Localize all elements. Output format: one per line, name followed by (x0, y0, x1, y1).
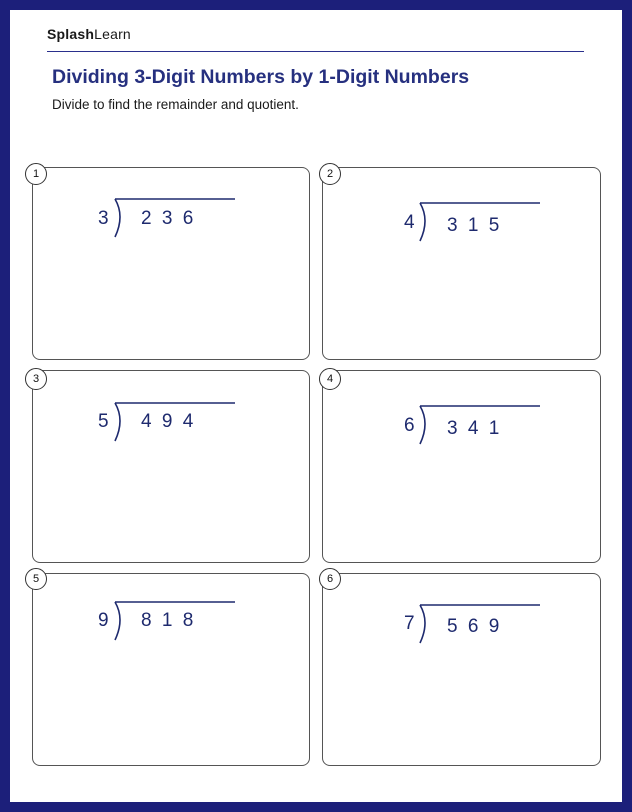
problem-number-badge: 2 (319, 163, 341, 185)
dividend: 4 9 4 (141, 411, 194, 432)
brand-bold: Splash (47, 26, 95, 42)
divisor: 6 (404, 415, 415, 436)
divisor: 3 (98, 208, 109, 229)
problem-number-badge: 4 (319, 368, 341, 390)
divisor: 7 (404, 613, 415, 634)
problem-number-badge: 1 (25, 163, 47, 185)
divisor: 4 (404, 212, 415, 233)
dividend: 3 1 5 (447, 215, 500, 236)
dividend: 3 4 1 (447, 418, 500, 439)
problem-number-badge: 5 (25, 568, 47, 590)
dividend: 2 3 6 (141, 208, 194, 229)
splashlearn-logo (47, 26, 131, 42)
worksheet-page (10, 10, 622, 802)
brand-regular: Learn (94, 26, 131, 42)
problem-card-3 (32, 370, 310, 563)
header-rule (47, 51, 584, 52)
problem-number-badge: 6 (319, 568, 341, 590)
dividend: 8 1 8 (141, 610, 194, 631)
divisor: 9 (98, 610, 109, 631)
problem-card-4 (322, 370, 601, 563)
page-title: Dividing 3-Digit Numbers by 1-Digit Numbers (52, 66, 470, 88)
problem-number-badge: 3 (25, 368, 47, 390)
problem-card-2 (322, 167, 601, 360)
instructions: Divide to find the remainder and quotient. (52, 97, 299, 112)
dividend: 5 6 9 (447, 616, 500, 637)
divisor: 5 (98, 411, 109, 432)
